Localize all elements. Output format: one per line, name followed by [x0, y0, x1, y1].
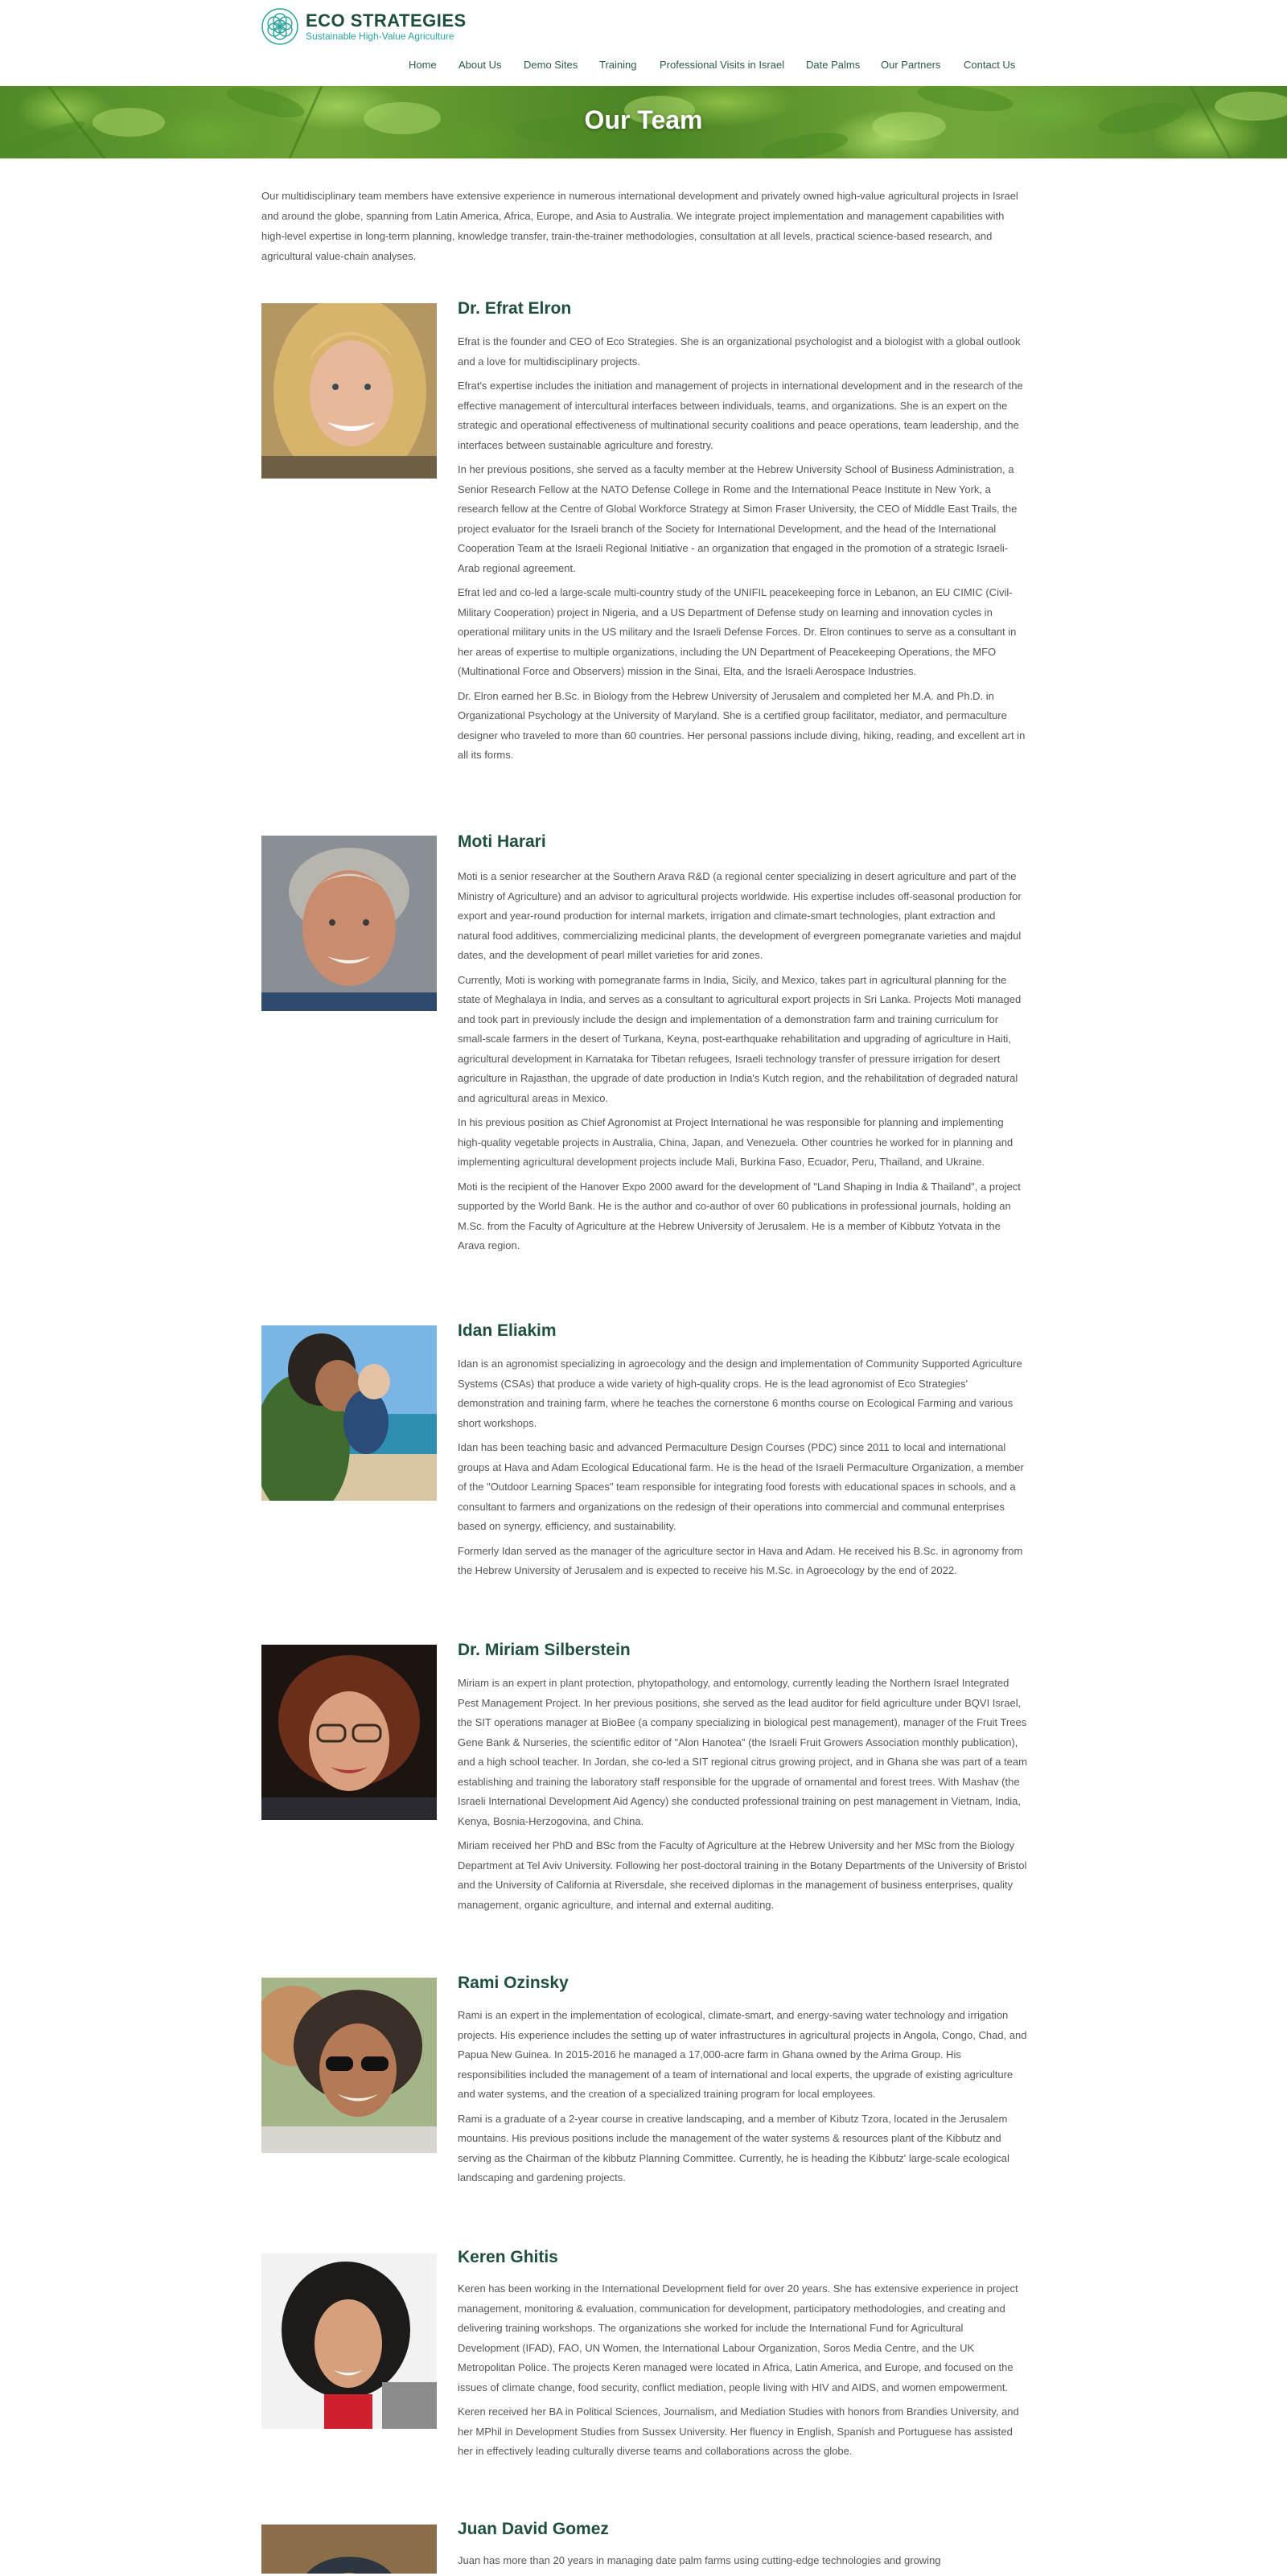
- member-bio: [458, 332, 1027, 770]
- bio-paragraph: Keren has been working in the International Development field for over 20 years. She has extensive experience in project management, monitoring & evaluation, communication for development, participatory methodologies, and creating and delivering training workshops. The organizations she worked for include the International Fund for Agricultural Development (IFAD), FAO, UN Women, the International Labour Organization, Soros Media Centre, and the UK Metropolitan Police. The projects Keren managed were located in Africa, Latin America, and Europe, and focused on the issues of climate change, food security, conflict mediation, people living with HIV and AIDS, and women empowerment.: [458, 2282, 1018, 2393]
- bio-paragraph: Idan has been teaching basic and advanced Permaculture Design Courses (PDC) since 2011 to local and international groups at Hava and Adam Ecological Educational farm. He is the head of the Israeli Permaculture Organization, a member of the "Outdoor Learning Spaces" team responsible for integrating food forests with educational spaces in schools, and a consultant to farmers and organizations on the redesign of their operations into commercial and communal enterprises based on synergy, efficiency, and sustainability.: [458, 1441, 1024, 1532]
- team-photo: [261, 303, 437, 479]
- member-name: Moti Harari: [458, 832, 546, 851]
- team-photo: [261, 1978, 437, 2153]
- member-name: Dr. Miriam Silberstein: [458, 1641, 631, 1659]
- portrait-image: [261, 2525, 437, 2574]
- nav-date-palms[interactable]: Date Palms: [806, 59, 861, 71]
- bio-paragraph: Idan is an agronomist specializing in agroecology and the design and implementation of Community Supported Agriculture Systems (CSAs) that produce a wide variety of high-quality crops. He is the lead agronomist of Eco Strategies' demonstration and training farm, where he teaches the cornerstone 6 months course on Ecological Farming and various short workshops.: [458, 1358, 1022, 1429]
- portrait-image: [261, 1325, 437, 1501]
- team-photo: [261, 2253, 437, 2429]
- nav-about-us[interactable]: About Us: [458, 59, 502, 71]
- nav-training[interactable]: Training: [599, 59, 637, 71]
- brand-name: ECO STRATEGIES: [306, 10, 467, 31]
- bio-paragraph: Juan has more than 20 years in managing date palm farms using cutting-edge technologies and growing: [458, 2554, 941, 2566]
- page-title: Our Team: [584, 105, 703, 134]
- portrait-image: [261, 1978, 437, 2153]
- portrait-image: [261, 1645, 437, 1820]
- team-photo: [261, 836, 437, 1011]
- bio-paragraph: Efrat led and co-led a large-scale multi-country study of the UNIFIL peacekeeping force in Lebanon, an EU CIMIC (Civil-Military Cooperation) project in Nigeria, and a US Department of Defense study on learning and innovation cycles in operational military units in the US military and the Israeli Defense Forces. Dr. Elron continues to serve as a consultant in her areas of expertise to multiple organizations, including the UN Department of Peacekeeping Operations, the MFO (Multinational Force and Observers) mission in the Sinai, Elta, and the Israeli Aerospace Industries.: [458, 586, 1017, 677]
- portrait-image: [261, 2253, 437, 2429]
- site-logo[interactable]: [260, 6, 467, 47]
- nav-contact-us[interactable]: Contact Us: [964, 59, 1016, 71]
- member-name: Idan Eliakim: [458, 1321, 557, 1340]
- nav-home[interactable]: Home: [409, 59, 437, 71]
- portrait-image: [261, 303, 437, 479]
- member-bio: [458, 1674, 1027, 1920]
- member-bio: [458, 867, 1027, 1261]
- bio-paragraph: Moti is the recipient of the Hanover Expo 2000 award for the development of "Land Shaping in India & Thailand", a project supported by the World Bank. He is the author and co-author of over 60 publications in professional journals, holding an M.Sc. from the Faculty of Agriculture at the Hebrew University of Jerusalem. He is a member of Kibbutz Yotvata in the Arava region.: [458, 1180, 1021, 1251]
- nav-demo-sites[interactable]: Demo Sites: [524, 59, 578, 71]
- member-bio: [458, 1354, 1027, 1586]
- bio-paragraph: Efrat is the founder and CEO of Eco Strategies. She is an organizational psychologist and a biologist with a global outlook and a love for multidisciplinary projects.: [458, 335, 1021, 368]
- flower-of-life-logo-icon: [260, 6, 300, 47]
- bio-paragraph: Moti is a senior researcher at the Southern Arava R&D (a regional center specializing in desert agriculture and part of the Ministry of Agriculture) and an advisor to agricultural projects worldwide. His expertise includes off-seasonal production for export and year-round production for internal markets, irrigation and climate-smart technologies, plant extraction and natural food additives, commercializing medicinal plants, the development of evergreen pomegranate varieties and majdul dates, and the development of pearl millet varieties for arid zones.: [458, 870, 1022, 961]
- bio-paragraph: Formerly Idan served as the manager of the agriculture sector in Hava and Adam. He received his B.Sc. in agronomy from the Hebrew University of Jerusalem and is expected to receive his M.Sc. in Agroecology by the end of 2022.: [458, 1544, 1023, 1576]
- site-header: [0, 0, 1287, 86]
- bio-paragraph: Miriam received her PhD and BSc from the Faculty of Agriculture at the Hebrew University and her MSc from the Biology Department at Tel Aviv University. Following her post-doctoral training in the Botany Departments of the University of Bristol and the University of California at Riversdale, she received diplomas in the management of business enterprises, quality management, organic agriculture, and internal and external auditing.: [458, 1839, 1027, 1911]
- portrait-image: [261, 836, 437, 1011]
- bio-paragraph: Currently, Moti is working with pomegranate farms in India, Sicily, and Mexico, takes part in agricultural planning for the state of Meghalaya in India, and serves as a consultant to agricultural export projects in Sri Lanka. Projects Moti managed and took part in previously include the design and implementation of a demonstration farm and training curriculum for small-scale farmers in the desert of Turkana, Keyna, post-earthquake rehabilitation and upgrading of agriculture in Haiti, agricultural development in Karnataka for Tibetan refugees, Israeli technology transfer of pressure irrigation for desert agriculture in Rajasthan, the upgrade of date production in India's Kutch region, and the rehabilitation of degraded natural and agricultural areas in Mexico.: [458, 973, 1022, 1104]
- bio-paragraph: Efrat's expertise includes the initiation and management of projects in international development and in the research of the effective management of intercultural interfaces between individuals, teams, and organizations. She is an expert on the strategic and operational effectiveness of multinational security coalitions and peace operations, team leadership, and the interfaces between sustainable agriculture and forestry.: [458, 380, 1023, 451]
- team-photo: [261, 1325, 437, 1501]
- member-bio: [458, 2006, 1027, 2193]
- intro-paragraph: Our multidisciplinary team members have extensive experience in numerous international development and privately owned high-value agricultural projects in Israel and around the globe, spanning from Latin America, Africa, Europe, and Asia to Australia. We integrate project implementation and management capabilities with high-level expertise in long-term planning, knowledge transfer, train-the-trainer methodologies, consultation at all levels, practical science-based research, and agricultural value-chain analyses.: [261, 190, 1018, 262]
- team-photo: [261, 1645, 437, 1820]
- member-name: Rami Ozinsky: [458, 1974, 569, 1992]
- bio-paragraph: Dr. Elron earned her B.Sc. in Biology from the Hebrew University of Jerusalem and completed her M.A. and Ph.D. in Organizational Psychology at the University of Maryland. She is a certified group facilitator, mediator, and permaculture designer who traveled to more than 60 countries. Her personal passions include diving, hiking, reading, and excellent art in all its forms.: [458, 689, 1026, 761]
- brand-tagline: Sustainable High-Value Agriculture: [306, 31, 454, 42]
- nav-our-partners[interactable]: Our Partners: [881, 59, 941, 71]
- bio-paragraph: In his previous position as Chief Agronomist at Project International he was responsible for planning and implementing high-quality vegetable projects in Australia, China, Japan, and Venezuela. Other countries he worked for in planning and implementing agricultural development projects include Mali, Burkina Faso, Ecuador, Peru, Thailand, and Ukraine.: [458, 1116, 1014, 1168]
- bio-paragraph: In her previous positions, she served as a faculty member at the Hebrew University School of Business Administration, a Senior Research Fellow at the NATO Defense College in Rome and the International Peace Institute in New York, a research fellow at the Centre of Global Workforce Strategy at Simon Fraser University, the CEO of Middle East Trails, the project evaluator for the Israeli branch of the Society for International Development, and the head of the International Cooperation Team at the Israeli Regional Initiative - an organization that engaged in the promotion of a strategic Israeli-Arab regional agreement.: [458, 463, 1018, 574]
- bio-paragraph: Rami is an expert in the implementation of ecological, climate-smart, and energy-saving water technology and irrigation projects. His experience includes the setting up of water infrastructures in agricultural projects in Angola, Congo, Chad, and Papua New Guinea. In 2015-2016 he managed a 17,000-acre farm in Ghana owned by the Arima Group. His responsibilities included the management of a team of international and local experts, the upgrade of existing agriculture and water systems, and the creation of a specialized training program for local employees.: [458, 2009, 1027, 2100]
- bio-paragraph: Rami is a graduate of a 2-year course in creative landscaping, and a member of Kibutz Tzora, located in the Jerusalem mountains. His previous positions include the management of the water systems & resources plant of the Kibbutz and serving as the Chairman of the kibbutz Planning Committee. Currently, he is heading the Kibbutz' large-scale ecological landscaping and gardening projects.: [458, 2112, 1009, 2184]
- member-bio: [458, 2551, 1027, 2576]
- member-bio: [458, 2279, 1027, 2467]
- bio-paragraph: Keren received her BA in Political Sciences, Journalism, and Mediation Studies with honors from Brandies University, and her MPhil in Development Studies from Sussex University. Her fluency in English, Spanish and Portuguese has assisted her in effectively leading culturally diverse teams and collaborations across the globe.: [458, 2405, 1019, 2457]
- member-name: Keren Ghitis: [458, 2248, 558, 2266]
- team-photo: [261, 2525, 437, 2574]
- member-name: Juan David Gomez: [458, 2520, 609, 2538]
- bio-paragraph: Miriam is an expert in plant protection, phytopathology, and entomology, currently leading the Northern Israel Integrated Pest Management Project. In her previous positions, she served as the lead auditor for field agriculture under BQVI Israel, the SIT operations manager at BioBee (a company specializing in biological pest management), manager of the Fruit Trees Gene Bank & Nurseries, the scientific editor of "Alon Hanotea" (the Israeli Fruit Growers Association monthly publication), and a high school teacher. In Jordan, she co-led a SIT regional citrus growing project, and in Ghana she was part of a team establishing and training the laboratory staff responsible for the upgrade of ornamental and forest trees. With Mashav (the Israeli International Development Aid Agency) she conducted professional training on pest management in Vietnam, India, Kenya, Bosnia-Herzogovina, and China.: [458, 1677, 1027, 1827]
- main-nav: [0, 59, 1287, 75]
- member-name: Dr. Efrat Elron: [458, 299, 572, 318]
- nav-professional-visits[interactable]: Professional Visits in Israel: [660, 59, 785, 71]
- hero-banner: [0, 86, 1287, 158]
